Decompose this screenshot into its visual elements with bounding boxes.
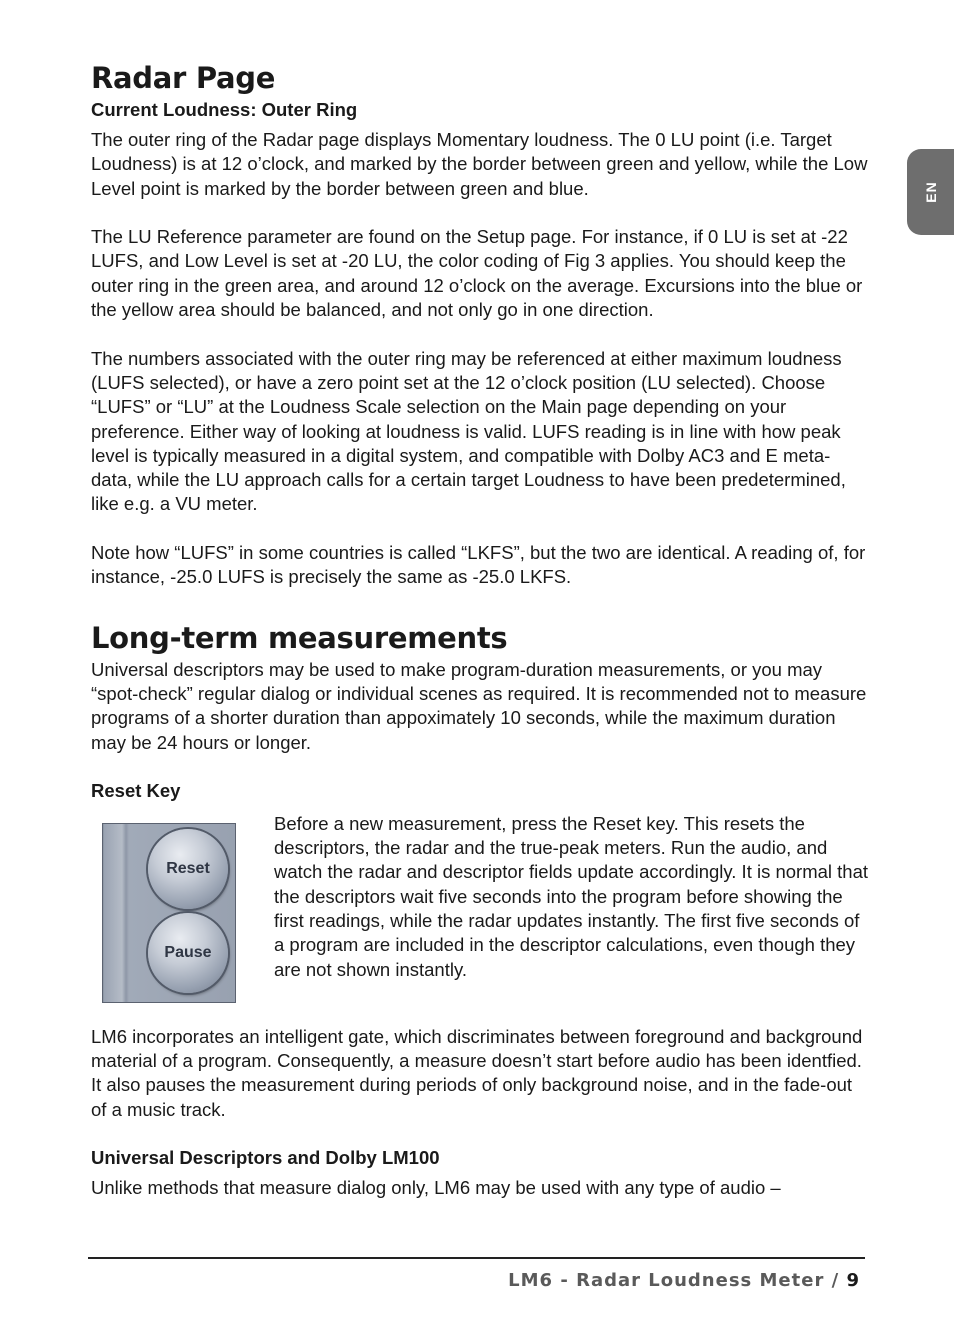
universal-descriptors-heading: Universal Descriptors and Dolby LM100 <box>91 1147 440 1169</box>
universal-descriptors-text: Unlike methods that measure dialog only, LM6 may be used with any type of audio – <box>91 1177 781 1199</box>
outer-ring-subheading: Current Loudness: Outer Ring <box>91 99 358 120</box>
language-tab-label: EN <box>922 181 939 203</box>
language-tab <box>907 149 954 235</box>
footer-rule <box>88 1257 865 1259</box>
radar-paragraph-4: Note how “LUFS” in some countries is called “LKFS”, but the two are identical. A reading of, for instance, -25.0 LUFS is precisely the same as -25.0 LKFS. <box>91 542 866 588</box>
footer-title: LM6 - Radar Loudness Meter <box>508 1270 825 1291</box>
gate-paragraph: LM6 incorporates an intelligent gate, which discriminates between foreground and background material of a program. Consequently, a measure doesn’t start before audio has been identfied. It also pauses the measurement during periods of only background noise, and in the fade-out of a music track. <box>91 1025 863 1120</box>
footer <box>508 1270 860 1291</box>
radar-paragraph-3: The numbers associated with the outer ring may be referenced at either maximum loudness (LUFS selected), or have a zero point set at the 12 o’clock position (LU selected). Choose “LUFS” or “LU” at the Loudness Scale selection on the Main page depending on your preference. Either way of looking at loudness is valid. LUFS reading is in line with how peak level is typically measured in a digital system, and compatible with Dolby AC3 and E meta-data, while the LU approach calls for a certain target Loudness to have been predetermined, like e.g. a VU meter. <box>91 347 846 515</box>
radar-paragraph-1: The outer ring of the Radar page displays Momentary loudness. The 0 LU point (i.e. Target Loudness) is at 12 o’clock, and marked by the border between green and yellow, while the Low Level point is marked by the border between green and blue. <box>91 129 868 199</box>
reset-pause-keys-image <box>102 823 236 1003</box>
reset-key: Reset <box>148 829 228 909</box>
long-term-intro: Universal descriptors may be used to make program-duration measurements, or you may “spot-check” regular dialog or individual scenes as required. It is recommended not to measure programs of a shorter duration than appoximately 10 seconds, while the maximum duration may be 24 hours or longer. <box>91 658 867 753</box>
pause-key: Pause <box>148 913 228 993</box>
page-number: 9 <box>846 1270 860 1291</box>
footer-separator: / <box>831 1270 840 1291</box>
long-term-heading: Long-term measurements <box>91 620 508 655</box>
reset-key-heading: Reset Key <box>91 779 181 801</box>
reset-key-section <box>91 809 871 1021</box>
radar-page-heading: Radar Page <box>91 61 276 95</box>
reset-key-description: Before a new measurement, press the Reset key. This resets the descriptors, the radar and the true-peak meters. Run the audio, and watch the radar and descriptor fields update accordingly. It is normal that the descriptors wait five seconds into the program before showing the first readings, while the radar updates instantly. The first five seconds of a program are included in the descriptor calculations, even though they are not shown instantly. <box>274 812 869 980</box>
page-content <box>91 58 871 1200</box>
radar-paragraph-2: The LU Reference parameter are found on the Setup page. For instance, if 0 LU is set at -22 LUFS, and Low Level is set at -20 LU, the color coding of Fig 3 applies. You should keep the outer ring in the green area, and around 12 o’clock on the average. Excursions into the blue or the yellow area should be balanced, and not only go in one direction. <box>91 226 863 321</box>
